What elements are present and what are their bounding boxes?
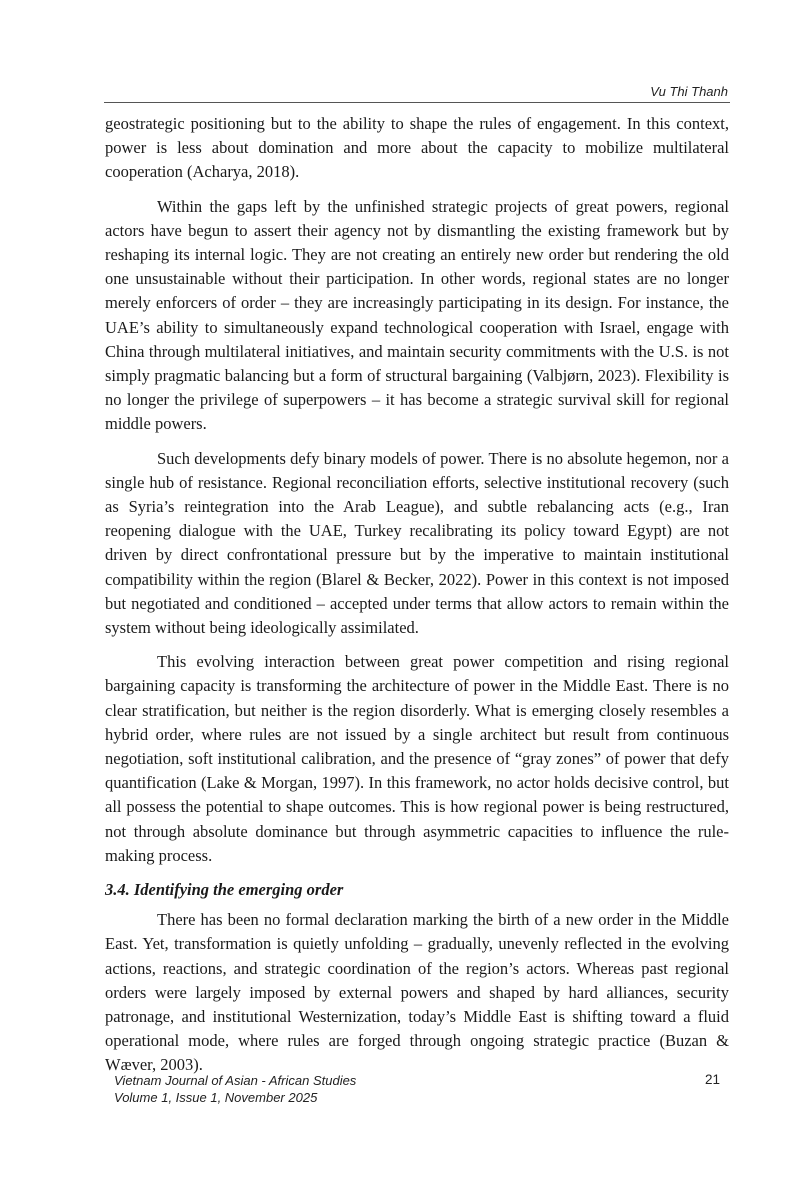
journal-name: Vietnam Journal of Asian - African Studies xyxy=(114,1073,357,1088)
body-paragraph: There has been no formal declaration marking the birth of a new order in the Middle East. Yet, transformation is quietly unfolding – gradually, unevenly reflected in the evolving actions, reactions, and strategic coordination of the region’s actors. Whereas past regional orders were largely imposed by external powers and shaped by hard alliances, security patronage, and institutional Westernization, today’s Middle East is shifting toward a fluid operational mode, where rules are forged through ongoing strategic practice (Buzan & Wæver, 2003). xyxy=(105,910,729,1075)
body-paragraph: Such developments defy binary models of power. There is no absolute hegemon, nor a single hub of resistance. Regional reconciliation efforts, selective institutional recovery (such as Syria’s reintegration into the Arab League), and subtle rebalancing acts (e.g., Iran reopening dialogue with the UAE, Turkey recalibrating its policy toward Egypt) are not driven by direct confrontational pressure but by the imperative to maintain institutional compatibility within the region (Blarel & Becker, 2022). Power in this context is not imposed but negotiated and conditioned – accepted under terms that allow actors to remain within the system without being ideologically assimilated. xyxy=(105,448,729,638)
page-number: 21 xyxy=(704,1072,720,1087)
section-heading: 3.4. Identifying the emerging order xyxy=(105,880,344,900)
body-paragraph: This evolving interaction between great power competition and rising regional bargaining capacity is transforming the architecture of power in the Middle East. There is no clear stratification, but neither is the region disorderly. What is emerging closely resembles a hybrid order, where rules are not issued by a single architect but result from continuous negotiation, soft institutional calibration, and the presence of “gray zones” of power that defy quantification (Lake & Morgan, 1997). In this framework, no actor holds decisive control, but all possess the potential to shape outcomes. This is how regional power is being restructured, not through absolute dominance but through asymmetric capacities to influence the rule-making process. xyxy=(105,652,729,865)
running-head-author: Vu Thi Thanh xyxy=(650,84,728,99)
header-divider xyxy=(104,102,730,103)
body-paragraph: geostrategic positioning but to the ability to shape the rules of engagement. In this context, power is less about domination and more about the capacity to mobilize multilateral cooperation (Acharya, 2018). xyxy=(105,114,729,182)
article-body xyxy=(105,112,729,1088)
footer-journal-info xyxy=(114,1072,356,1106)
issue-info: Volume 1, Issue 1, November 2025 xyxy=(114,1090,318,1105)
body-paragraph: Within the gaps left by the unfinished strategic projects of great powers, regional actors have begun to assert their agency not by dismantling the existing framework but by reshaping its internal logic. They are not creating an entirely new order but rendering the old one unsustainable without their participation. In other words, regional states are no longer merely enforcers of order – they are increasingly participating in its design. For instance, the UAE’s ability to simultaneously expand technological cooperation with Israel, engage with China through multilateral initiatives, and maintain security commitments with the U.S. is not simply pragmatic balancing but a form of structural bargaining (Valbjørn, 2023). Flexibility is no longer the privilege of superpowers – it has become a strategic survival skill for regional middle powers. xyxy=(105,196,729,434)
